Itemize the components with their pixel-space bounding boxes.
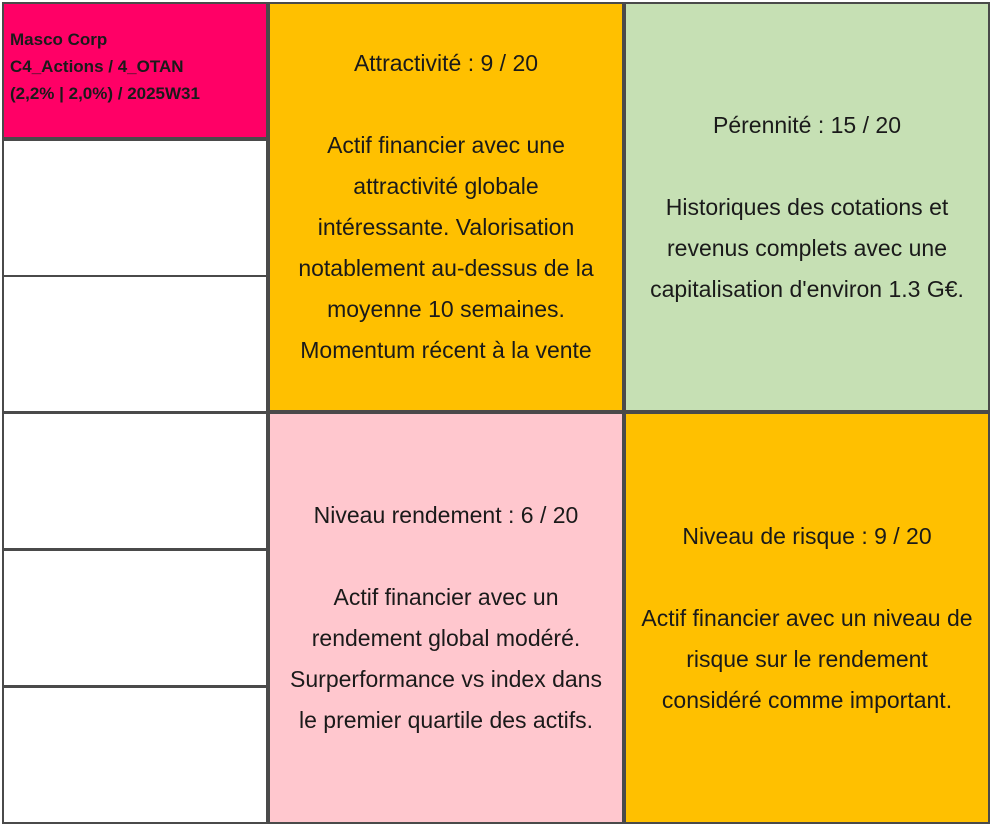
attractivite-line: Actif financier avec une: [327, 132, 565, 158]
asset-name: Masco Corp: [10, 30, 108, 49]
empty-cell[interactable]: [2, 275, 268, 413]
risque-line: risque sur le rendement: [686, 645, 928, 672]
empty-cell[interactable]: [2, 549, 268, 687]
risque-title: Niveau de risque : 9 / 20: [682, 522, 932, 549]
attractivite-title: Attractivité : 9 / 20: [353, 50, 539, 76]
asset-category: C4_Actions / 4_OTAN: [10, 57, 184, 76]
asset-header-cell[interactable]: [2, 2, 268, 139]
risque-line: Actif financier avec un niveau de: [641, 604, 973, 631]
attractivite-line: moyenne 10 semaines.: [327, 296, 565, 322]
attractivite-line: intéressante. Valorisation: [317, 214, 575, 240]
risque-cell[interactable]: [624, 412, 990, 824]
rendement-line: rendement global modéré.: [311, 625, 581, 651]
perennite-line: revenus complets avec une: [667, 234, 947, 261]
attractivite-line: Momentum récent à la vente: [300, 337, 592, 363]
attractivite-line: notablement au-dessus de la: [298, 255, 594, 281]
rendement-line: Surperformance vs index dans: [290, 666, 602, 692]
risque-line: considéré comme important.: [661, 686, 953, 713]
perennite-cell[interactable]: [624, 2, 990, 412]
asset-period: (2,2% | 2,0%) / 2025W31: [10, 84, 200, 103]
rendement-cell[interactable]: [268, 412, 624, 824]
empty-cell[interactable]: [2, 412, 268, 550]
perennite-line: Historiques des cotations et: [665, 193, 949, 220]
rendement-title: Niveau rendement : 6 / 20: [313, 502, 579, 528]
empty-cell[interactable]: [2, 686, 268, 824]
empty-cell[interactable]: [2, 139, 268, 277]
perennite-line: capitalisation d'environ 1.3 G€.: [650, 275, 964, 302]
attractivite-cell[interactable]: [268, 2, 624, 412]
perennite-title: Pérennité : 15 / 20: [713, 111, 901, 138]
rendement-line: Actif financier avec un: [333, 584, 559, 610]
attractivite-line: attractivité globale: [353, 173, 539, 199]
rendement-line: le premier quartile des actifs.: [298, 707, 593, 733]
